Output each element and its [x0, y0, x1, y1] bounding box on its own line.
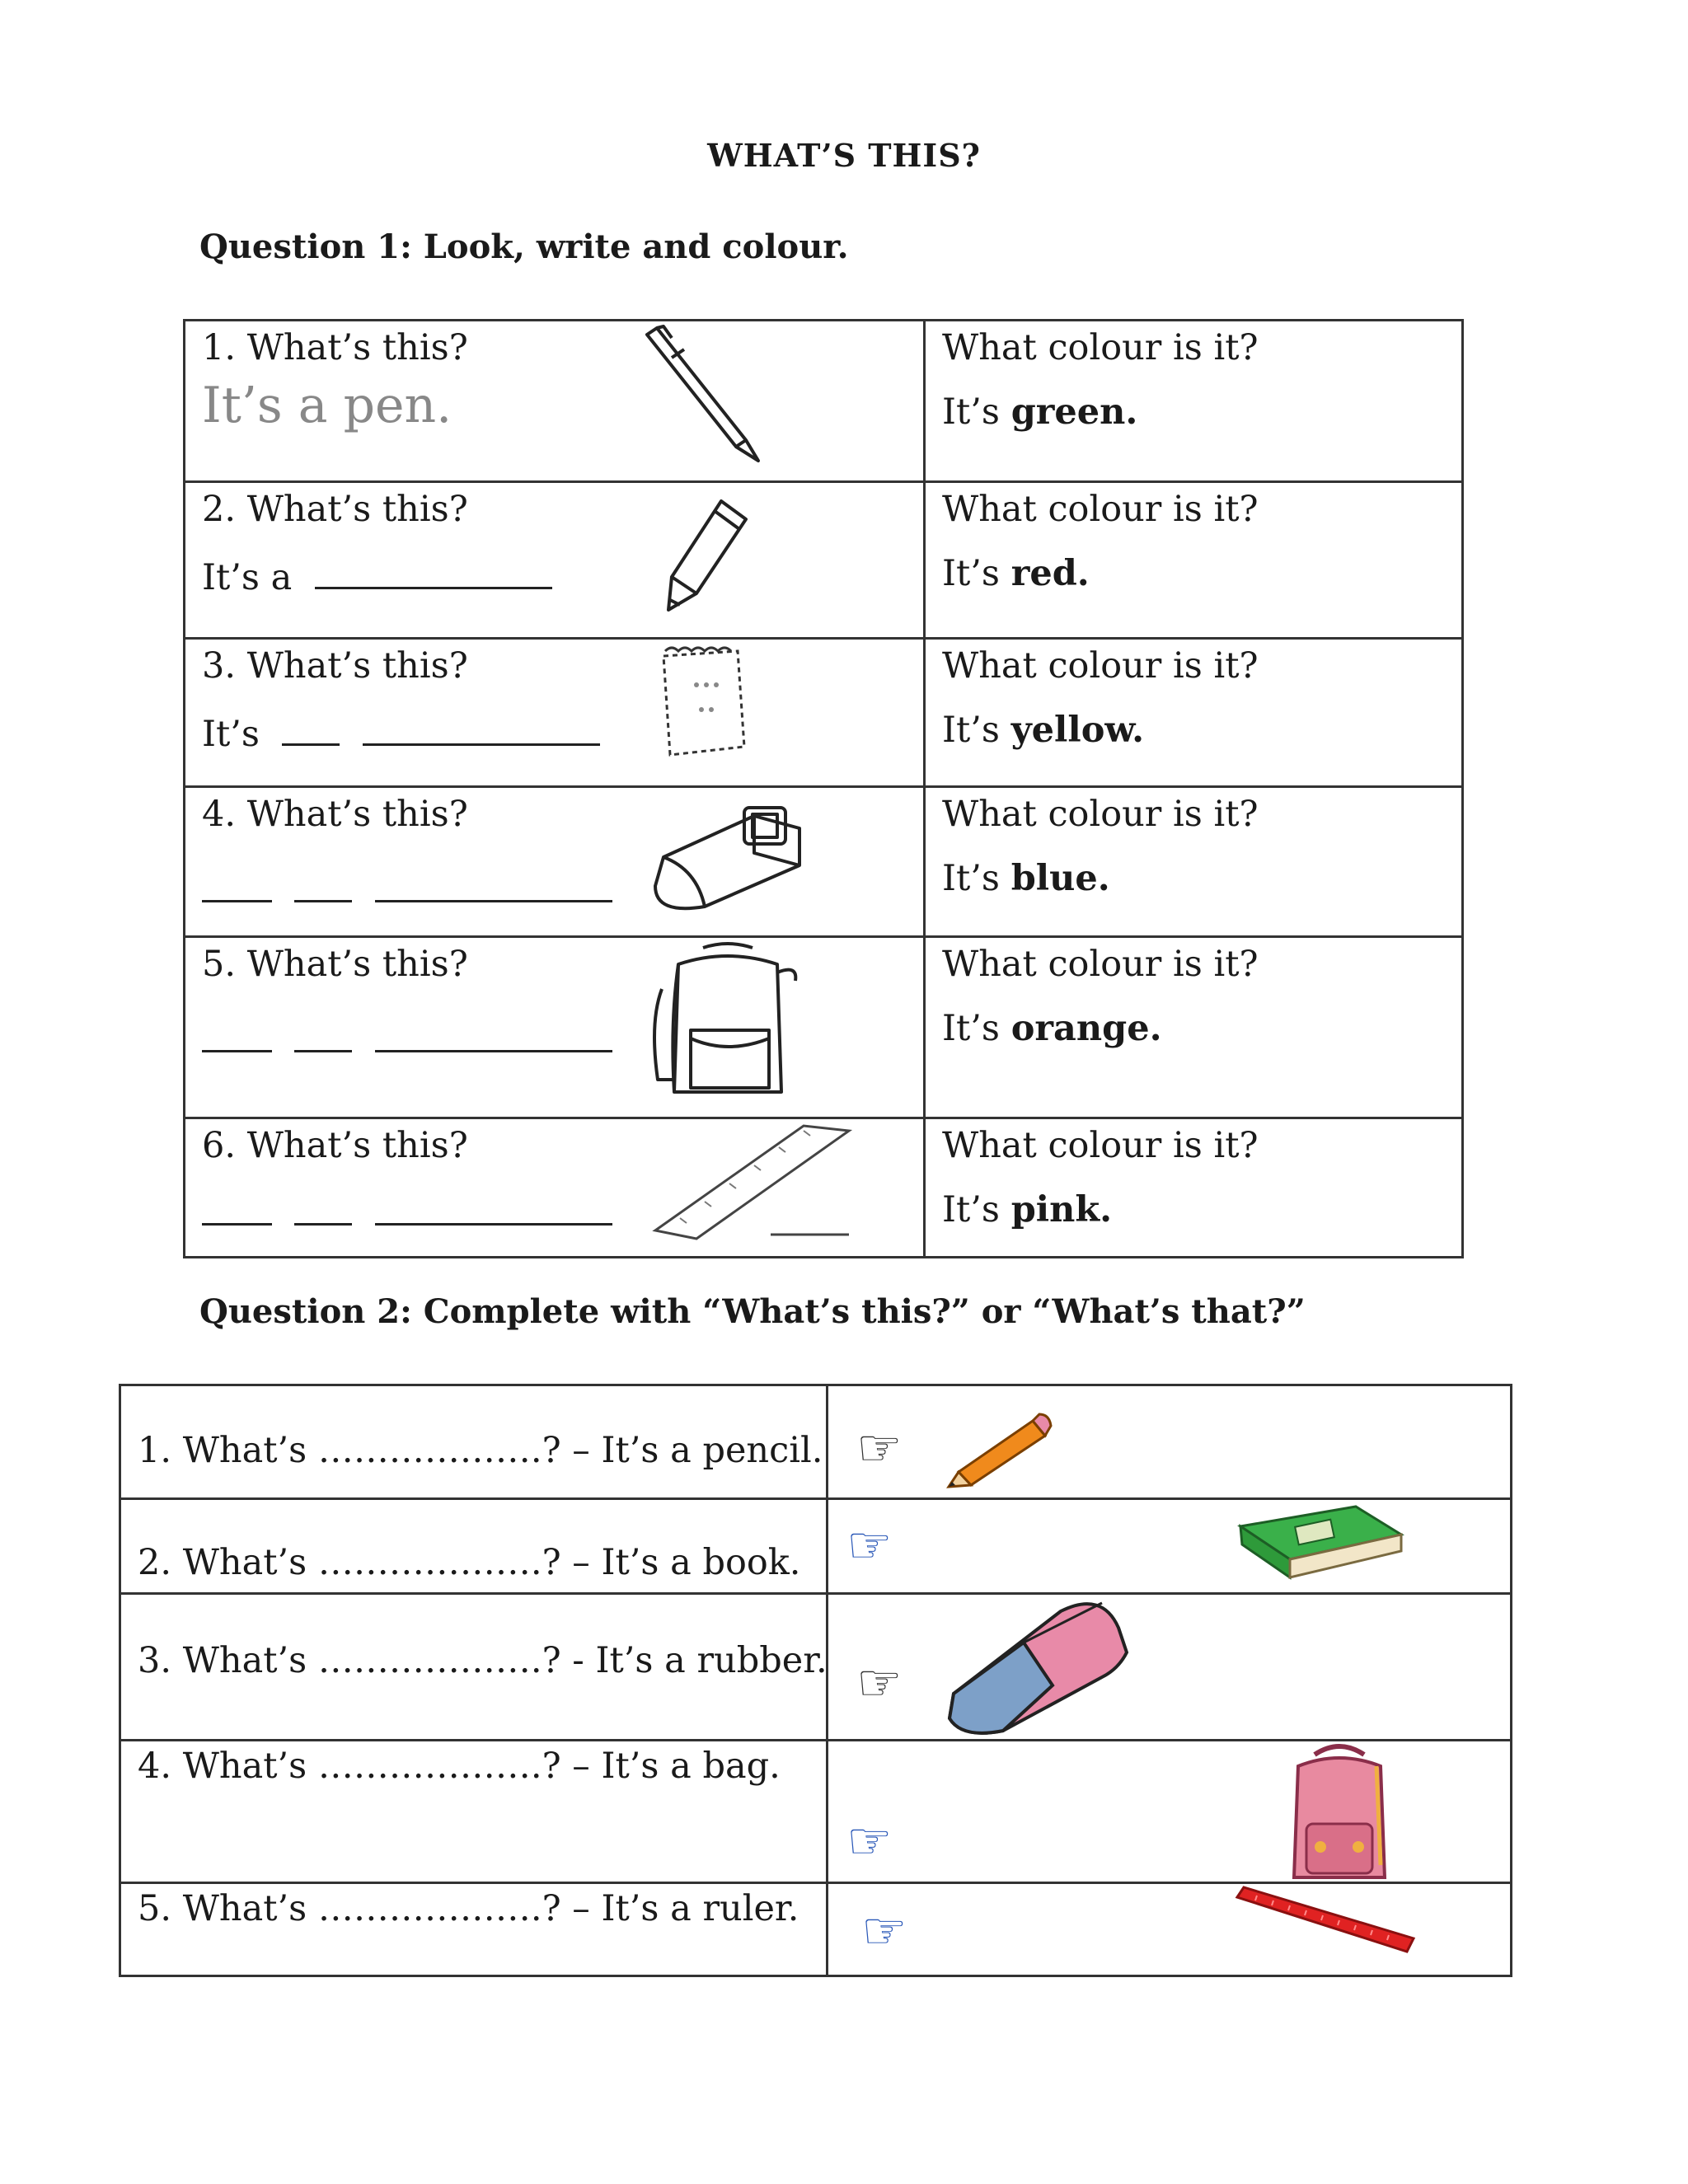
table-row: [185, 787, 1463, 937]
question-2-heading: Question 2: Complete with “What’s this?” or “What’s that?”: [199, 1292, 1306, 1331]
answer-line: It’s: [202, 705, 600, 759]
question-label: 3. What’s this?: [202, 645, 468, 687]
question-label: 5. What’s this?: [202, 944, 468, 985]
sentence: 4. What’s ……………….? – It’s a bag.: [138, 1746, 781, 1787]
colour-answer: It’s orange.: [942, 1008, 1162, 1049]
answer-blank[interactable]: [294, 1185, 352, 1226]
answer-blank[interactable]: [375, 1185, 612, 1226]
book-icon: [1232, 1502, 1405, 1592]
question-label: 1. What’s this?: [202, 327, 468, 368]
schoolbag-icon: [1278, 1741, 1401, 1883]
page-title: WHAT’S THIS?: [707, 137, 981, 174]
answer-blank[interactable]: [282, 705, 340, 746]
colour-question: What colour is it?: [942, 1125, 1259, 1166]
question-1-table: [183, 319, 1464, 1258]
colour-question: What colour is it?: [942, 645, 1259, 687]
table-row: [120, 1499, 1512, 1594]
table-row: [120, 1385, 1512, 1499]
rubber-icon: [937, 1595, 1135, 1739]
colour-question: What colour is it?: [942, 327, 1259, 368]
table-row: [185, 639, 1463, 787]
table-row: [120, 1594, 1512, 1741]
notebook-icon: [647, 640, 754, 763]
answer-line: [202, 1012, 612, 1066]
ruler-icon: [1232, 1884, 1418, 1973]
answer-blank[interactable]: [375, 862, 612, 902]
colour-question: What colour is it?: [942, 489, 1259, 530]
answer-blank[interactable]: [363, 705, 600, 746]
colour-answer: It’s pink.: [942, 1189, 1113, 1230]
answer-blank[interactable]: [294, 862, 352, 902]
answer-blank[interactable]: [294, 1012, 352, 1052]
pencil-icon: [942, 1406, 1057, 1488]
answer-blank[interactable]: [202, 1185, 272, 1226]
pointing-hand-black-icon: ☞: [856, 1652, 903, 1713]
table-row: [120, 1741, 1512, 1883]
answer-line: It’s a: [202, 549, 552, 602]
answer-line: [202, 1185, 612, 1239]
colour-answer: It’s red.: [942, 553, 1090, 594]
pointing-hand-blue-icon: ☞: [846, 1811, 893, 1871]
sentence: 5. What’s ……………….? – It’s a ruler.: [138, 1888, 799, 1929]
question-1-heading: Question 1: Look, write and colour.: [199, 227, 849, 266]
schoolbag-icon: [645, 940, 810, 1104]
colour-question: What colour is it?: [942, 794, 1259, 835]
sentence: 2. What’s ……………….? – It’s a book.: [138, 1542, 801, 1583]
pen-icon: [639, 325, 771, 465]
table-row: [185, 482, 1463, 639]
answer-line: [202, 862, 612, 916]
rubber-icon: [647, 791, 812, 923]
colour-answer: It’s yellow.: [942, 710, 1145, 751]
question-label: 4. What’s this?: [202, 794, 468, 835]
pencil-icon: [663, 494, 754, 618]
answer-blank[interactable]: [375, 1012, 612, 1052]
table-row: [185, 1118, 1463, 1258]
pointing-hand-black-icon: ☞: [856, 1418, 903, 1478]
example-answer: It’s a pen.: [202, 377, 452, 434]
colour-answer: It’s green.: [942, 391, 1138, 433]
colour-answer: It’s blue.: [942, 858, 1110, 899]
table-row: [185, 937, 1463, 1118]
table-row: [185, 321, 1463, 482]
sentence: 1. What’s ……………….? – It’s a pencil.: [138, 1430, 823, 1471]
answer-blank[interactable]: [202, 862, 272, 902]
pointing-hand-blue-icon: ☞: [861, 1900, 907, 1961]
ruler-icon: [647, 1119, 853, 1243]
question-2-table: [119, 1384, 1512, 1977]
question-label: 2. What’s this?: [202, 489, 468, 530]
sentence: 3. What’s ……………….? - It’s a rubber.: [138, 1640, 828, 1681]
answer-blank[interactable]: [315, 549, 552, 589]
table-row: [120, 1883, 1512, 1976]
question-label: 6. What’s this?: [202, 1125, 468, 1166]
answer-blank[interactable]: [202, 1012, 272, 1052]
colour-question: What colour is it?: [942, 944, 1259, 985]
pointing-hand-blue-icon: ☞: [846, 1515, 893, 1575]
